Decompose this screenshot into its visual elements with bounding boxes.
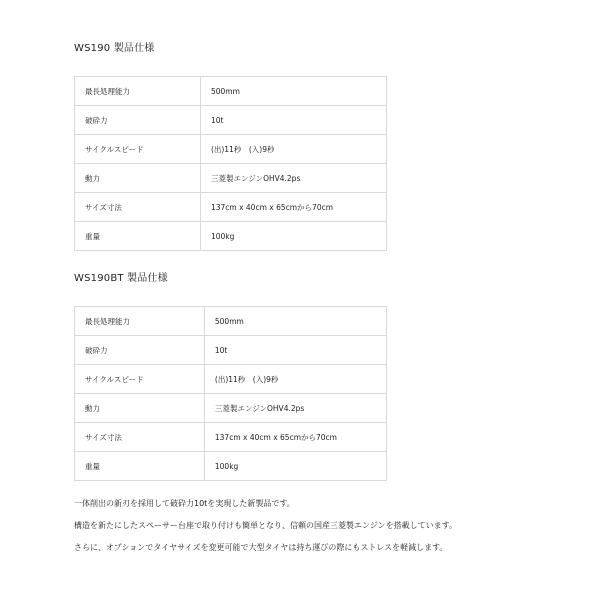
spec-value: 500mm [204,307,386,336]
spec-label: 重量 [75,452,205,481]
table-row [75,135,387,164]
table-row [75,77,387,106]
table-row [75,452,387,481]
spec-value: 10t [204,336,386,365]
spec-label: 重量 [75,222,201,251]
spec-value: 三菱製エンジンOHV4.2ps [204,394,386,423]
table-row [75,193,387,222]
spec-label: サイズ寸法 [75,423,205,452]
ws190bt-spec-table [74,306,387,481]
spec-label: サイクルスピード [75,365,205,394]
table-row [75,106,387,135]
spec-value: 500mm [200,77,386,106]
spec-label: 動力 [75,164,201,193]
table-row [75,365,387,394]
spec-value: 100kg [200,222,386,251]
table-row [75,307,387,336]
description-line: さらに、オプションでタイヤサイズを変更可能で大型タイヤは持ち運びの際にもストレスを軽減します。 [74,543,448,552]
spec-label: 最長処理能力 [75,307,205,336]
ws190bt-spec-title: WS190BT 製品仕様 [74,273,168,284]
spec-value: 137cm x 40cm x 65cmから70cm [204,423,386,452]
spec-value: 100kg [204,452,386,481]
ws190-spec-title: WS190 製品仕様 [74,43,155,54]
spec-value: (出)11秒 (入)9秒 [200,135,386,164]
spec-value: 137cm x 40cm x 65cmから70cm [200,193,386,222]
spec-value: (出)11秒 (入)9秒 [204,365,386,394]
spec-value: 10t [200,106,386,135]
spec-label: 動力 [75,394,205,423]
spec-label: 最長処理能力 [75,77,201,106]
description-line: 一体削出の新刃を採用して破砕力10tを実現した新製品です。 [74,499,295,508]
description-line: 構造を新たにしたスペーサー台座で取り付けも簡単となり、信頼の国産三菱製エンジンを搭載しています。 [74,521,457,530]
spec-label: サイクルスピード [75,135,201,164]
spec-label: サイズ寸法 [75,193,201,222]
ws190-spec-table [74,76,387,251]
table-row [75,222,387,251]
table-row [75,394,387,423]
table-row [75,423,387,452]
spec-label: 破砕力 [75,336,205,365]
spec-value: 三菱製エンジンOHV4.2ps [200,164,386,193]
table-row [75,164,387,193]
table-row [75,336,387,365]
spec-label: 破砕力 [75,106,201,135]
